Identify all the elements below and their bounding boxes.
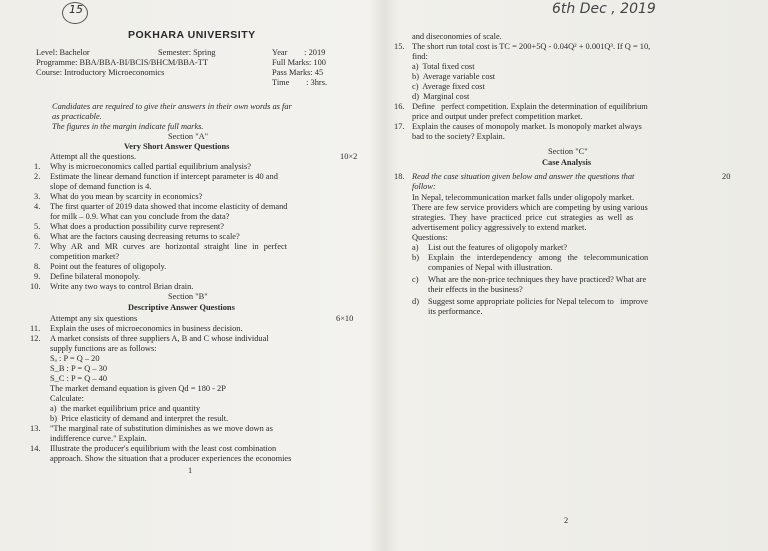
page-one — [0, 0, 380, 551]
section-c-title: Case Analysis — [542, 158, 592, 167]
q9-text: Define bilateral monopoly. — [50, 272, 140, 281]
qd-marker: d) — [412, 297, 419, 306]
instruction-line-3: The figures in the margin indicate full marks. — [52, 122, 204, 131]
q17-number: 17. — [394, 122, 405, 131]
q16-number: 16. — [394, 102, 405, 111]
q9-number: 9. — [34, 272, 41, 281]
section-c-marks: 20 — [722, 172, 731, 181]
page-number-1: 1 — [188, 466, 193, 475]
instruction-line-1: Candidates are required to give their answers in their own words as far — [52, 102, 292, 111]
handwritten-mark: 15 — [69, 3, 83, 16]
q1-number: 1. — [34, 162, 41, 171]
time: Time : 3hrs. — [272, 78, 328, 87]
section-a-heading: Section "A" — [168, 132, 209, 141]
q12-text: A market consists of three suppliers A, B and C whose individual — [50, 334, 269, 343]
section-a-attempt: Attempt all the questions. — [50, 152, 137, 161]
semester: Semester: Spring — [158, 48, 216, 57]
q7-number: 7. — [34, 242, 41, 251]
qc-marker: c) — [412, 275, 419, 284]
q3-text: What do you mean by scarcity in economics? — [50, 192, 203, 201]
section-b-attempt: Attempt any six questions — [50, 314, 138, 323]
course: Course: Introductory Microeconomics — [36, 68, 165, 77]
qa-marker: a) — [412, 243, 419, 252]
q16-text: Define perfect competition. Explain the determination of equilibrium — [412, 102, 648, 111]
qd-text-cont: its performance. — [428, 307, 483, 316]
q2-text: Estimate the linear demand function if intercept parameter is 40 and — [50, 172, 278, 181]
q18-number: 18. — [394, 172, 405, 181]
q12-demand: The market demand equation is given Qd = 180 - 2P — [50, 384, 226, 393]
q2-text-cont: slope of demand function is 4. — [50, 182, 152, 191]
q5-number: 5. — [34, 222, 41, 231]
level: Level: Bachelor — [36, 48, 90, 57]
q15-part-a: a) Total fixed cost — [412, 62, 475, 71]
q18-text-cont: follow: — [412, 182, 436, 191]
q12-calculate: Calculate: — [50, 394, 84, 403]
q15-text-cont: find: — [412, 52, 428, 61]
q1-text: Why is microeconomics called partial equilibrium analysis? — [50, 162, 251, 171]
section-c-heading: Section "C" — [548, 147, 588, 156]
q4-number: 4. — [34, 202, 41, 211]
q13-number: 13. — [30, 424, 41, 433]
qc-text: What are the non-price techniques they have practiced? What are — [428, 275, 647, 284]
q11-number: 11. — [30, 324, 41, 333]
q17-text-cont: bad to the society? Explain. — [412, 132, 505, 141]
q14-continuation: and diseconomies of scale. — [412, 32, 502, 41]
questions-label: Questions: — [412, 233, 448, 242]
q13-text: "The marginal rate of substitution diminishes as we move down as — [50, 424, 273, 433]
instruction-line-2: as practicable. — [52, 112, 102, 121]
supply-a: Sₐ : P = Q – 20 — [50, 354, 100, 363]
section-a-marks: 10×2 — [340, 152, 358, 161]
qb-text: Explain the interdependency among the telecommunication — [428, 253, 649, 262]
q10-number: 10. — [30, 282, 41, 291]
page-number-2: 2 — [564, 516, 569, 525]
q12-text-cont: supply functions are as follows: — [50, 344, 157, 353]
section-b-marks: 6×10 — [336, 314, 354, 323]
q14-text: Illustrate the producer's equilibrium with the least cost combination — [50, 444, 277, 453]
q11-text: Explain the uses of microeconomics in business decision. — [50, 324, 243, 333]
q15-number: 15. — [394, 42, 405, 51]
handwritten-mark-circle — [62, 2, 88, 24]
full-marks: Full Marks: 100 — [272, 58, 326, 67]
q12-part-a: a) the market equilibrium price and quantity — [50, 404, 201, 413]
qd-text: Suggest some appropriate policies for Nepal telecom to improve — [428, 297, 649, 306]
university-title: POKHARA UNIVERSITY — [128, 29, 256, 41]
q10-text: Write any two ways to control Brian drain. — [50, 282, 194, 291]
q7-text-cont: competition market? — [50, 252, 120, 261]
q13-text-cont: indifference curve." Explain. — [50, 434, 147, 443]
q15-part-c: c) Average fixed cost — [412, 82, 485, 91]
qb-marker: b) — [412, 253, 419, 262]
q12-number: 12. — [30, 334, 41, 343]
section-b-heading: Section "B" — [168, 292, 208, 301]
qc-text-cont: their effects in the business? — [428, 285, 523, 294]
case-line-1: In Nepal, telecommunication market falls under oligopoly market. — [412, 193, 635, 202]
q4-text: The first quarter of 2019 data showed that income elasticity of demand — [50, 202, 288, 211]
supply-b: S_B : P = Q – 30 — [50, 364, 108, 373]
case-line-2: There are few service providers which are competing by using various — [412, 203, 648, 212]
q6-text: What are the factors causing decreasing returns to scale? — [50, 232, 240, 241]
case-line-3: strategies. They have practiced price cut strategies as well as — [412, 213, 634, 222]
q8-text: Point out the features of oligopoly. — [50, 262, 167, 271]
q2-number: 2. — [34, 172, 41, 181]
programme: Programme: BBA/BBA-BI/BCIS/BHCM/BBA-TT — [36, 58, 208, 67]
qa-text: List out the features of oligopoly market? — [428, 243, 568, 252]
q17-text: Explain the causes of monopoly market. Is monopoly market always — [412, 122, 642, 131]
section-b-title: Descriptive Answer Questions — [128, 303, 235, 312]
q16-text-cont: price and output under prefect competition market. — [412, 112, 583, 121]
q5-text: What does a production possibility curve represent? — [50, 222, 224, 231]
q8-number: 8. — [34, 262, 41, 271]
section-a-title: Very Short Answer Questions — [124, 142, 230, 151]
case-line-4: advertisement policy aggressively to extend market. — [412, 223, 587, 232]
supply-c: S_C : P = Q – 40 — [50, 374, 108, 383]
qb-text-cont: companies of Nepal with illustration. — [428, 263, 553, 272]
q6-number: 6. — [34, 232, 41, 241]
q12-part-b: b) Price elasticity of demand and interpret the result. — [50, 414, 229, 423]
pass-marks: Pass Marks: 45 — [272, 68, 324, 77]
q15-text: The short run total cost is TC = 200+5Q - 0.04Q² + 0.001Q³. If Q = 10, — [412, 42, 651, 51]
q7-text: Why AR and MR curves are horizontal straight line in perfect — [50, 242, 287, 251]
page-two — [392, 0, 768, 551]
q3-number: 3. — [34, 192, 41, 201]
q14-number: 14. — [30, 444, 41, 453]
q18-text: Read the case situation given below and answer the questions that — [412, 172, 635, 181]
q14-text-cont: approach. Show the situation that a producer experiences the economies — [50, 454, 292, 463]
q15-part-d: d) Marginal cost — [412, 92, 470, 101]
q15-part-b: b) Average variable cost — [412, 72, 496, 81]
handwritten-date: 6th Dec , 2019 — [552, 1, 656, 17]
q4-text-cont: for milk – 0.9. What can you conclude from the data? — [50, 212, 230, 221]
year: Year : 2019 — [272, 48, 326, 57]
